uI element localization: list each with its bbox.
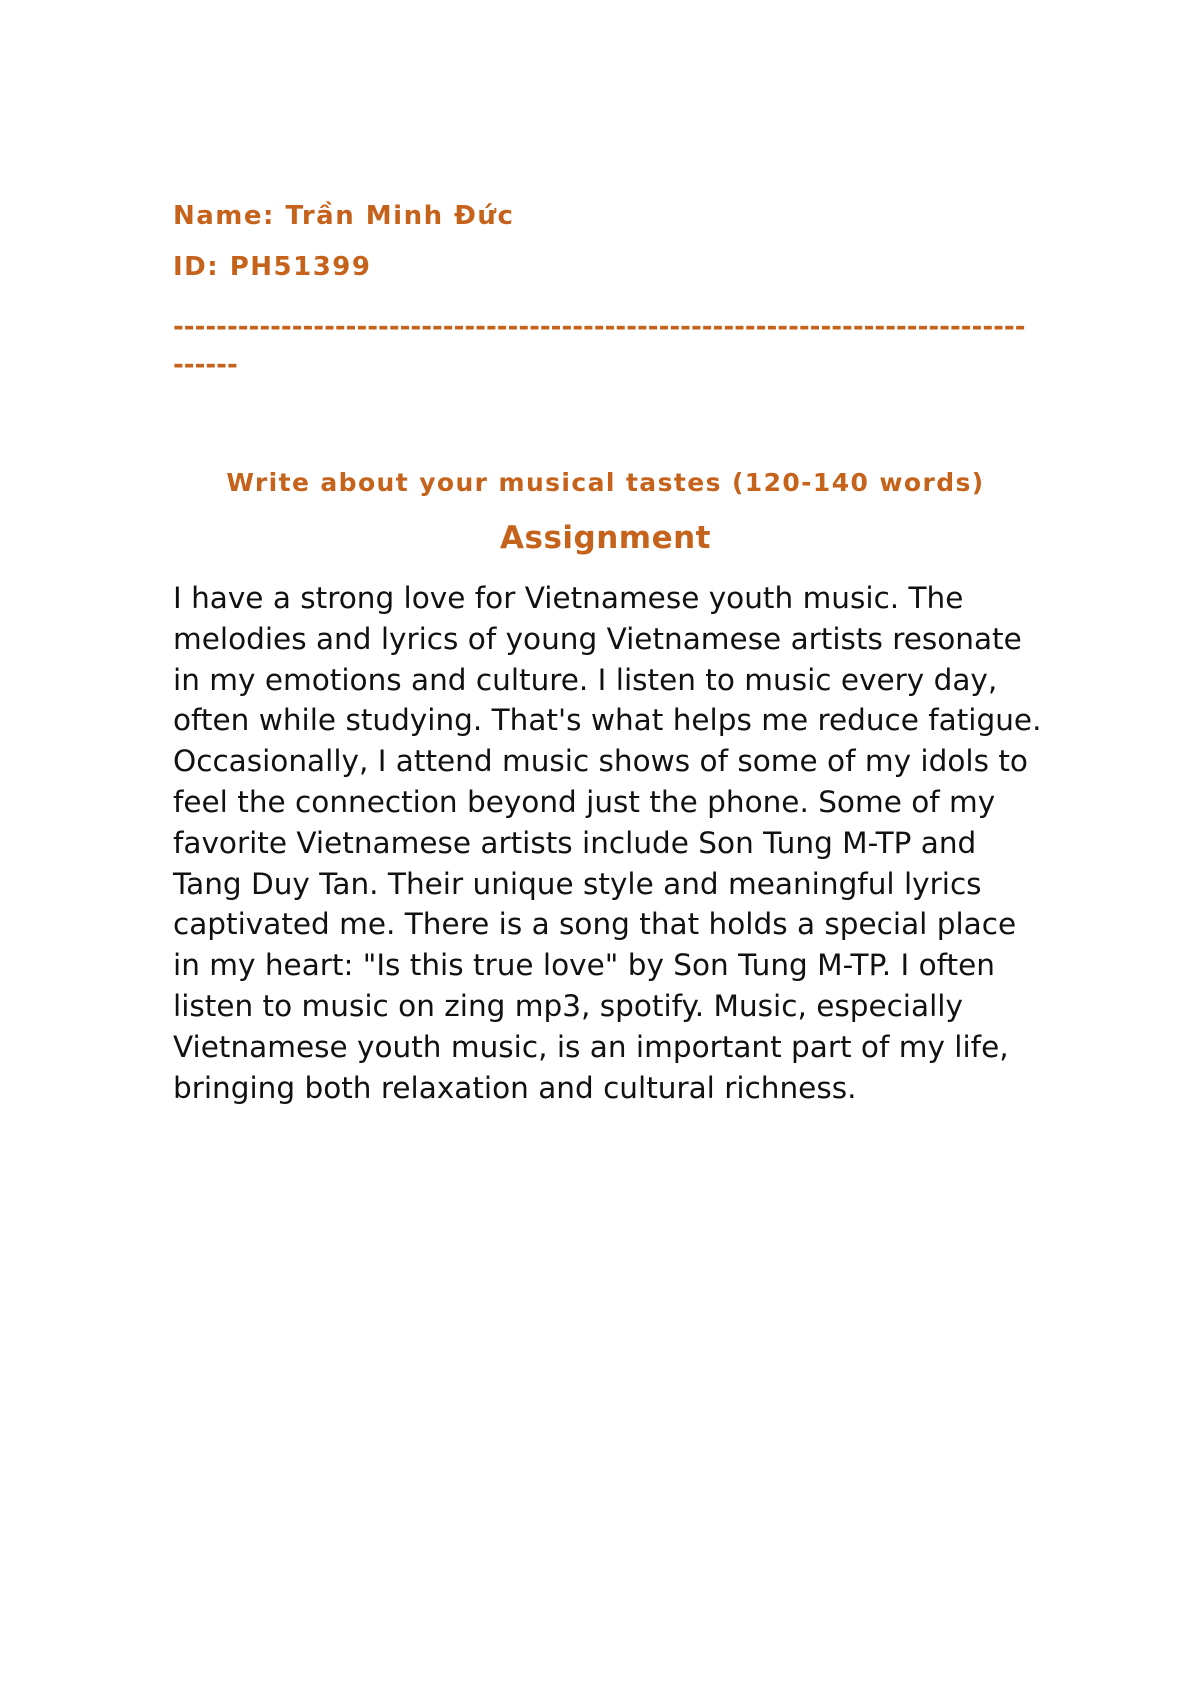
essay-body: I have a strong love for Vietnamese youth music. The melodies and lyrics of young Vietnamese artists resonate in my emotions and culture. I listen to music every day, often while studying. That's what helps me reduce fatigue. Occasionally, I attend music shows of some of my idols to feel the connection beyond just the phone. Some of my favorite Vietnamese artists include Son Tung M-TP and Tang Duy Tan. Their unique style and meaningful lyrics captivated me. There is a song that holds a special place in my heart: "Is this true love" by Son Tung M-TP. I often listen to music on zing mp3, spotify. Music, especially Vietnamese youth music, is an important part of my life, bringing both relaxation and cultural richness. (173, 581, 1042, 1105)
student-id: ID: PH51399 (173, 252, 372, 282)
dashed-divider: ------------------------------------------------------------------------------------- (173, 312, 1026, 380)
document-content (173, 196, 1042, 1108)
student-name: Name: Trần Minh Đức (173, 201, 515, 231)
section-title: Assignment (500, 520, 711, 556)
assignment-prompt: Write about your musical tastes (120-140 words) (226, 468, 985, 497)
